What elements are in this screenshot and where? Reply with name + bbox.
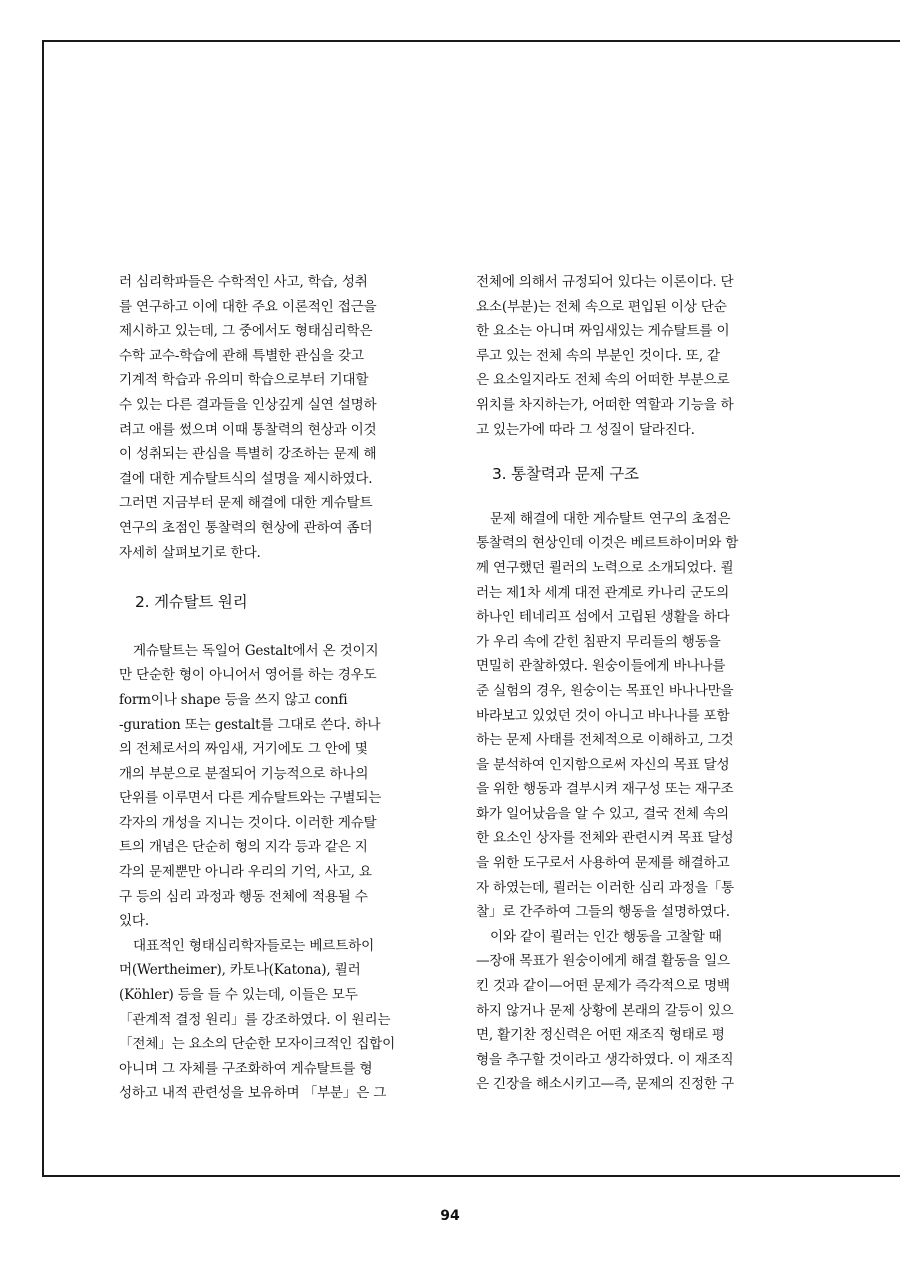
text-line: 을 위한 행동과 결부시켜 재구성 또는 재구조 bbox=[476, 781, 734, 798]
text-line: 려고 애를 썼으며 이때 통찰력의 현상과 이것 bbox=[119, 421, 377, 438]
text-line: -guration 또는 gestalt를 그대로 쓴다. 하나 bbox=[119, 716, 381, 733]
top-border-rule bbox=[42, 40, 900, 42]
section-heading-insight-problem-structure: 3. 통찰력과 문제 구조 bbox=[492, 465, 639, 484]
text-line: 그러면 지금부터 문제 해결에 대한 게슈탈트 bbox=[119, 495, 373, 512]
text-line: 러는 제1차 세계 대전 관계로 카나리 군도의 bbox=[476, 584, 730, 601]
text-line: 면밀히 관찰하였다. 원숭이들에게 바나나를 bbox=[476, 658, 726, 675]
text-line: 결에 대한 게슈탈트식의 설명을 제시하였다. bbox=[119, 470, 373, 487]
text-line: 「관계적 결정 원리」를 강조하였다. 이 원리는 bbox=[119, 1011, 391, 1028]
left-paragraph-2 bbox=[119, 639, 433, 934]
text-line: 위치를 차지하는가, 어떠한 역할과 기능을 하 bbox=[476, 396, 734, 413]
text-line: 「전체」는 요소의 단순한 모자이크적인 집합이 bbox=[119, 1036, 396, 1053]
text-line: 있다. bbox=[119, 913, 149, 930]
text-line: 의 전체로서의 짜임새, 거기에도 그 안에 몇 bbox=[119, 741, 368, 758]
text-line: 대표적인 형태심리학자들로는 베르트하이 bbox=[133, 937, 375, 954]
text-line: 개의 부분으로 분절되어 기능적으로 하나의 bbox=[119, 765, 369, 782]
text-line: 요소(부분)는 전체 속으로 편입된 이상 단순 bbox=[476, 298, 727, 315]
text-line: 각의 문제뿐만 아니라 우리의 기억, 사고, 요 bbox=[119, 864, 372, 881]
text-line: 자 하였는데, 쾰러는 이러한 심리 과정을「통 bbox=[476, 879, 734, 896]
text-line: 면, 활기찬 정신력은 어떤 재조직 형태로 평 bbox=[476, 1027, 725, 1044]
section-heading-gestalt-principles: 2. 게슈탈트 원리 bbox=[135, 593, 248, 612]
bottom-border-rule bbox=[42, 1175, 900, 1177]
text-line: 제시하고 있는데, 그 중에서도 형태심리학은 bbox=[119, 323, 373, 340]
text-line: 문제 해결에 대한 게슈탈트 연구의 초점은 bbox=[490, 510, 731, 527]
text-line: 머(Wertheimer), 카토나(Katona), 쾰러 bbox=[119, 962, 361, 979]
text-line: 찰」로 간주하여 그들의 행동을 설명하였다. bbox=[476, 904, 730, 921]
text-line: 단위를 이루면서 다른 게슈탈트와는 구별되는 bbox=[119, 790, 382, 807]
text-line: 루고 있는 전체 속의 부분인 것이다. 또, 같 bbox=[476, 347, 720, 364]
text-line: 을 위한 도구로서 사용하여 문제를 해결하고 bbox=[476, 855, 730, 872]
text-line: 수학 교수-학습에 관해 특별한 관심을 갖고 bbox=[119, 347, 364, 364]
text-line: form이나 shape 등을 쓰지 않고 confi bbox=[119, 691, 348, 708]
text-line: 게슈탈트는 독일어 Gestalt에서 온 것이지 bbox=[133, 642, 379, 659]
text-line: 를 연구하고 이에 대한 주요 이론적인 접근을 bbox=[119, 298, 377, 315]
right-paragraph-2 bbox=[476, 507, 788, 925]
left-paragraph-1 bbox=[119, 270, 433, 565]
text-line: 킨 것과 같이—어떤 문제가 즉각적으로 명백 bbox=[476, 978, 730, 995]
right-paragraph-3 bbox=[476, 925, 788, 1097]
text-line: 화가 일어났음을 알 수 있고, 결국 전체 속의 bbox=[476, 805, 729, 822]
text-line: 이 성취되는 관심을 특별히 강조하는 문제 해 bbox=[119, 446, 377, 463]
text-line: 연구의 초점인 통찰력의 현상에 관하여 좀더 bbox=[119, 519, 373, 536]
text-line: 이와 같이 쾰러는 인간 행동을 고찰할 때 bbox=[490, 928, 722, 945]
text-line: 을 분석하여 인지함으로써 자신의 목표 달성 bbox=[476, 756, 730, 773]
text-line: 수 있는 다른 결과들을 인상깊게 실연 설명하 bbox=[119, 396, 377, 413]
text-line: 자세히 살펴보기로 한다. bbox=[119, 544, 261, 561]
text-line: 트의 개념은 단순히 형의 지각 등과 같은 지 bbox=[119, 839, 368, 856]
text-line: 고 있는가에 따라 그 성질이 달라진다. bbox=[476, 421, 695, 438]
left-column bbox=[119, 270, 433, 1106]
text-line: 한 요소인 상자를 전체와 관련시켜 목표 달성 bbox=[476, 830, 734, 847]
text-line: 성하고 내적 관련성을 보유하며 「부분」은 그 bbox=[119, 1085, 387, 1102]
text-line: 아니며 그 자체를 구조화하여 게슈탈트를 형 bbox=[119, 1060, 373, 1077]
text-line: 구 등의 심리 과정과 행동 전체에 적용될 수 bbox=[119, 888, 368, 905]
text-line: 전체에 의해서 규정되어 있다는 이론이다. 단 bbox=[476, 274, 734, 290]
text-line: 준 실험의 경우, 원숭이는 목표인 바나나만을 bbox=[476, 682, 734, 699]
text-line: 은 긴장을 해소시키고—즉, 문제의 진정한 구 bbox=[476, 1076, 734, 1093]
text-line: 은 요소일지라도 전체 속의 어떠한 부분으로 bbox=[476, 372, 730, 389]
page-number: 94 bbox=[440, 1208, 460, 1224]
left-paragraph-3 bbox=[119, 934, 433, 1106]
text-line: 께 연구했던 쾰러의 노력으로 소개되었다. 쾰 bbox=[476, 559, 734, 576]
text-line: 한 요소는 아니며 짜임새있는 게슈탈트를 이 bbox=[476, 323, 730, 340]
text-line: 형을 추구할 것이라고 생각하였다. 이 재조직 bbox=[476, 1051, 734, 1068]
text-line: 러 심리학파들은 수학적인 사고, 학습, 성취 bbox=[119, 274, 368, 290]
text-line: 가 우리 속에 갇힌 침판지 무리들의 행동을 bbox=[476, 633, 721, 650]
right-column bbox=[476, 270, 788, 1097]
left-border-rule bbox=[42, 40, 44, 1176]
text-line: 하나인 테네리프 섬에서 고립된 생활을 하다 bbox=[476, 609, 730, 626]
text-line: 각자의 개성을 지니는 것이다. 이러한 게슈탈 bbox=[119, 814, 377, 831]
text-line: 바라보고 있었던 것이 아니고 바나나를 포함 bbox=[476, 707, 730, 724]
right-paragraph-1 bbox=[476, 270, 788, 442]
text-line: 만 단순한 형이 아니어서 영어를 하는 경우도 bbox=[119, 667, 377, 684]
text-line: 기계적 학습과 유의미 학습으로부터 기대할 bbox=[119, 372, 369, 389]
text-line: 하지 않거나 문제 상황에 본래의 갈등이 있으 bbox=[476, 1002, 734, 1019]
text-line: —장애 목표가 원숭이에게 해결 활동을 일으 bbox=[476, 953, 730, 970]
text-line: 통찰력의 현상인데 이것은 베르트하이머와 함 bbox=[476, 535, 739, 552]
text-line: 하는 문제 사태를 전체적으로 이해하고, 그것 bbox=[476, 732, 734, 749]
text-line: (Köhler) 등을 들 수 있는데, 이들은 모두 bbox=[119, 987, 358, 1004]
